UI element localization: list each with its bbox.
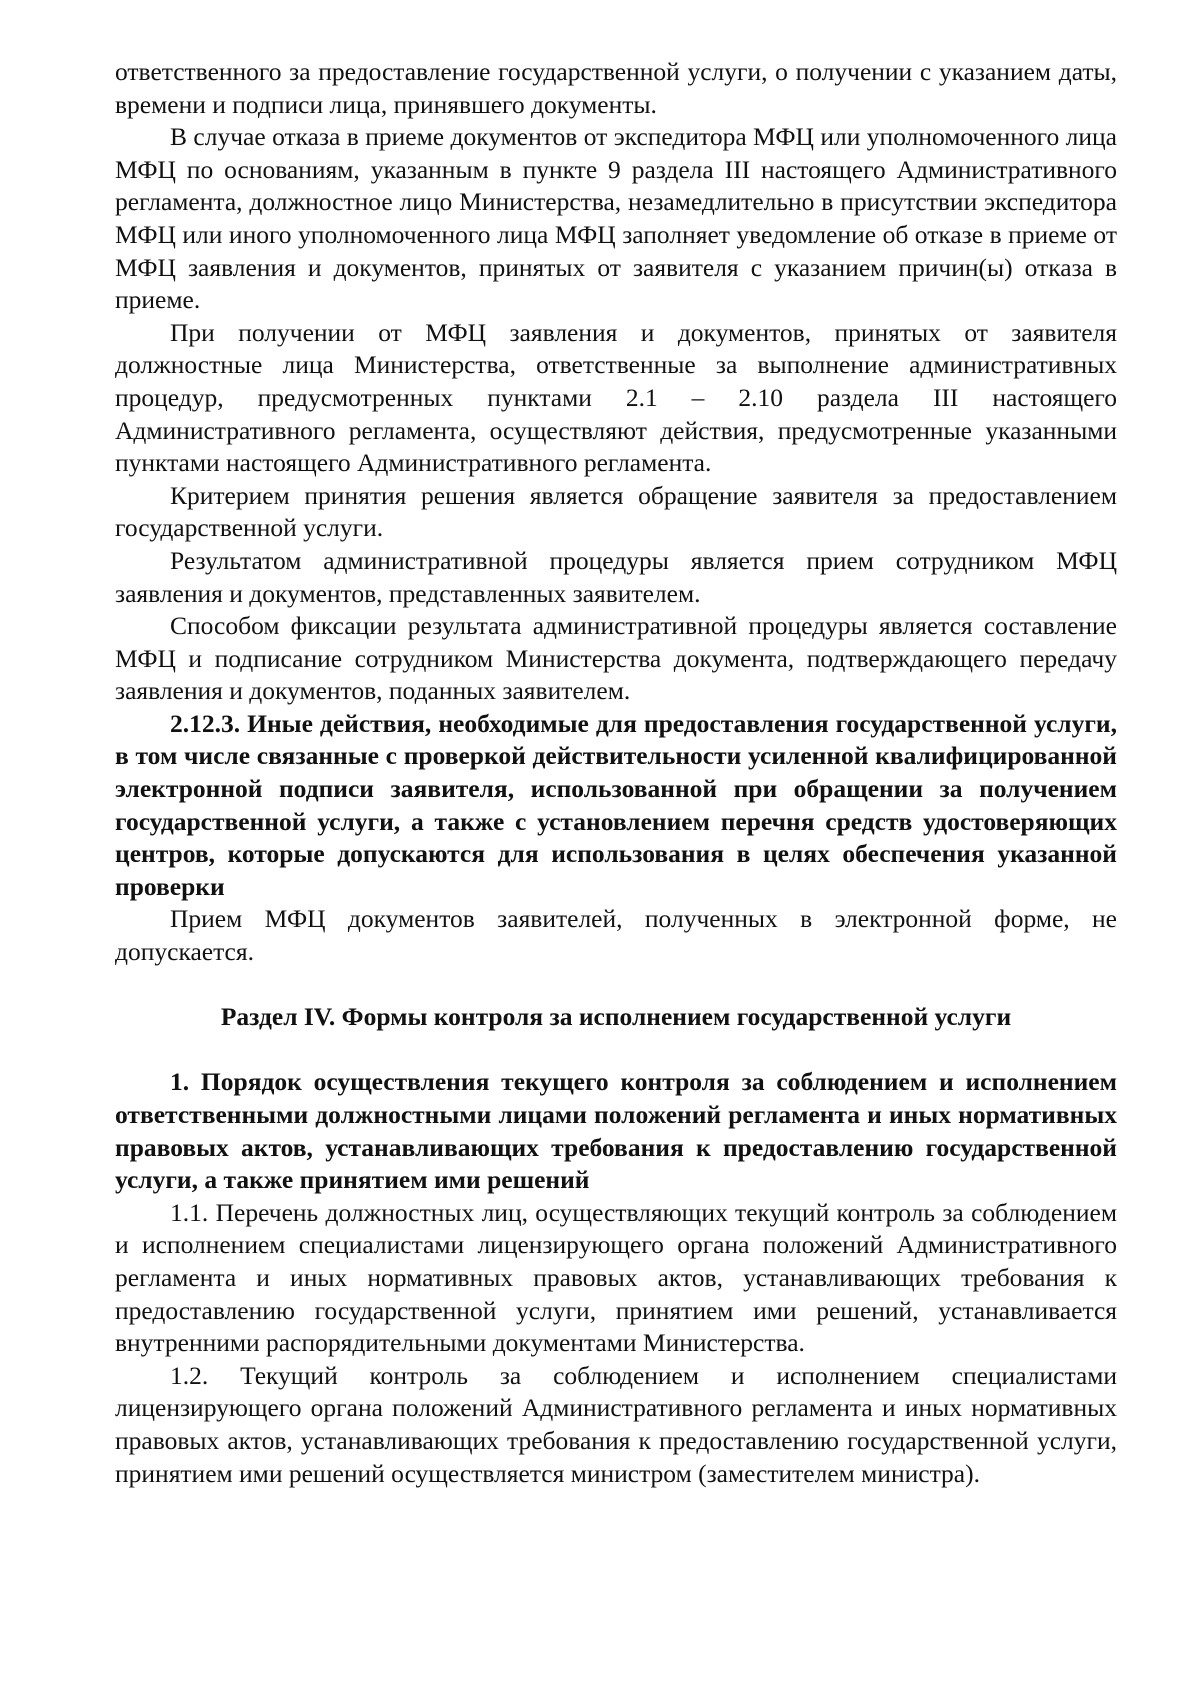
paragraph-receipt: При получении от МФЦ заявления и документов, принятых от заявителя должностные лица Министерства, ответственные за выполнение административных процедур, предусмотренных пунктами 2.1 – 2.10 раздела III настоящего Административного регламента, осуществляют действия, предусмотренные указанными пунктами настоящего Административного регламента. (115, 317, 1117, 478)
paragraph-1-1: 1.1. Перечень должностных лиц, осуществляющих текущий контроль за соблюдением и исполнением специалистами лицензирующего органа положений Административного регламента и иных нормативных правовых актов, устанавливающих требования к предоставлению государственной услуги, принятием ими решений, устанавливается внутренними распорядительными документами Министерства. (115, 1197, 1117, 1358)
section-iv-title: Раздел IV. Формы контроля за исполнением государственной услуги (220, 1002, 1012, 1032)
heading-2-12-3: 2.12.3. Иные действия, необходимые для предоставления государственной услуги, в том числе связанные с проверкой действительности усиленной квалифицированной электронной подписи заявителя, использованной при обращении за получением государственной услуги, а также с установлением перечня средств удостоверяющих центров, которые допускаются для использования в целях обеспечения указанной проверки (115, 708, 1117, 901)
document-page (115, 56, 1117, 1490)
heading-1: 1. Порядок осуществления текущего контроля за соблюдением и исполнением ответственными должностными лицами положений регламента и иных нормативных правовых актов, устанавливающих требования к предоставлению государственной услуги, а также принятием ими решений (115, 1067, 1117, 1195)
paragraph-1-2: 1.2. Текущий контроль за соблюдением и исполнением специалистами лицензирующего органа положений Административного регламента и иных нормативных правовых актов, устанавливающих требования к предоставлению государственной услуги, принятием ими решений осуществляется министром (заместителем министра). (115, 1360, 1117, 1488)
paragraph-electronic-form: Прием МФЦ документов заявителей, полученных в электронной форме, не допускается. (115, 904, 1117, 967)
paragraph-fixation: Способом фиксации результата административной процедуры является составление МФЦ и подписание сотрудником Министерства документа, подтверждающего передачу заявления и документов, поданных заявителем. (115, 611, 1117, 706)
paragraph-refusal: В случае отказа в приеме документов от экспедитора МФЦ или уполномоченного лица МФЦ по основаниям, указанным в пункте 9 раздела III настоящего Административного регламента, должностное лицо Министерства, незамедлительно в присутствии экспедитора МФЦ или иного уполномоченного лица МФЦ заполняет уведомление об отказе в приеме от МФЦ заявления и документов, принятых от заявителя с указанием причин(ы) отказа в приеме. (115, 122, 1117, 315)
paragraph-criterion: Критерием принятия решения является обращение заявителя за предоставлением государственной услуги. (115, 480, 1117, 543)
paragraph-result: Результатом административной процедуры является прием сотрудником МФЦ заявления и документов, представленных заявителем. (115, 545, 1117, 608)
paragraph-continuation: ответственного за предоставление государственной услуги, о получении с указанием даты, времени и подписи лица, принявшего документы. (115, 57, 1117, 119)
